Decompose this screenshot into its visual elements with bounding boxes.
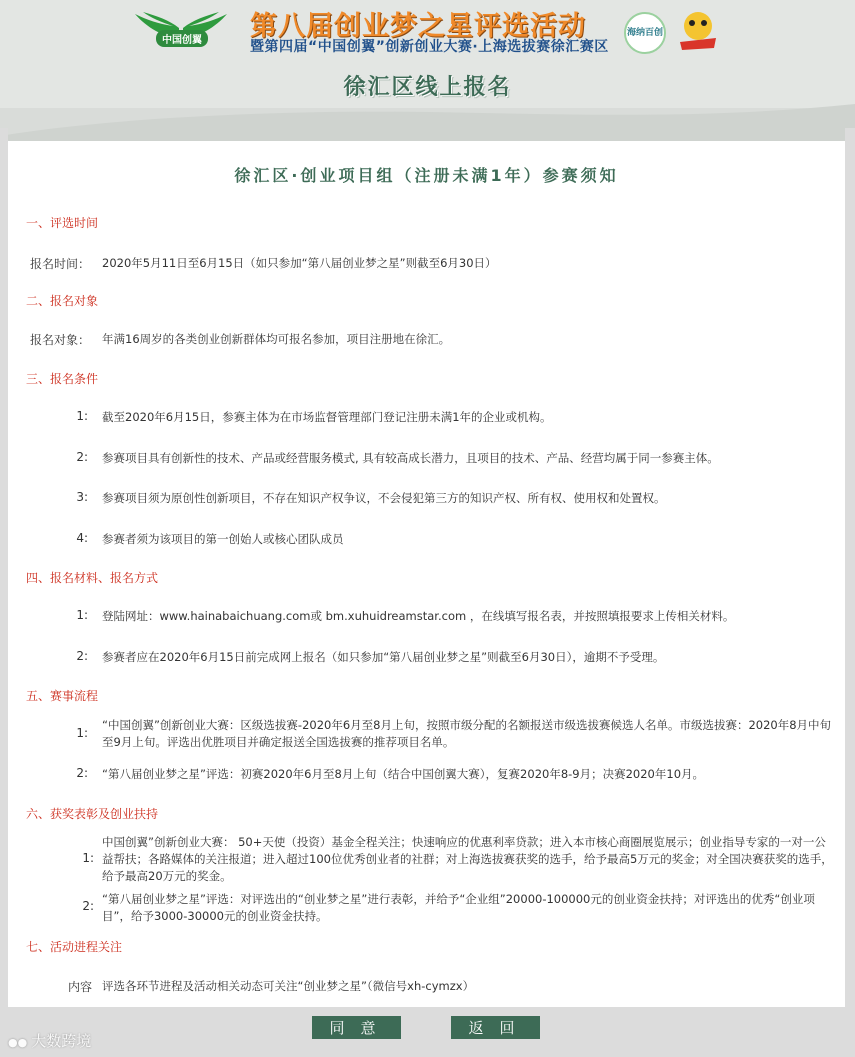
- banner-wave: [0, 96, 855, 142]
- notice-card: [8, 141, 845, 1007]
- item-text: 评选各环节进程及活动相关动态可关注“创业梦之星”（微信号xh-cymzx）: [102, 979, 475, 993]
- watermark: [8, 1030, 91, 1051]
- item-text: 参赛者须为该项目的第一创始人或核心团队成员: [102, 532, 344, 546]
- item-label: 报名时间：: [30, 257, 91, 271]
- item-number: 1:: [82, 851, 94, 865]
- item-text: 2020年5月11日至6月15日（如只参加“第八届创业梦之星”则截至6月30日）: [102, 256, 497, 270]
- item-number: 2:: [76, 649, 88, 663]
- item-text: “第八届创业梦之星”评选：对评选出的“创业梦之星”进行表彰，并给予“企业组”20000-100000元的创业资金扶持；对评选出的优秀“创业项目”，给予3000-30000元的创业资金扶持。: [102, 892, 815, 923]
- mascot-logo-icon: [674, 8, 722, 52]
- item-number: 2:: [76, 450, 88, 464]
- item-text: 截至2020年6月15日，参赛主体为在市场监督管理部门登记注册未满1年的企业或机构。: [102, 410, 552, 424]
- item-label: 报名对象：: [30, 333, 91, 347]
- item-label: 内容: [68, 980, 93, 994]
- item-text: 参赛项目须为原创性创新项目，不存在知识产权争议，不会侵犯第三方的知识产权、所有权、使用权和处置权。: [102, 491, 666, 505]
- button-bar: [0, 1007, 855, 1057]
- item-number: 3:: [76, 490, 88, 504]
- item-number: 2:: [76, 766, 88, 780]
- item-text: 参赛项目具有创新性的技术、产品或经营服务模式, 具有较高成长潜力，且项目的技术、产品、经营均属于同一参赛主体。: [102, 451, 719, 465]
- logo-text: 中国创翼: [156, 30, 208, 47]
- section-heading: 四、报名材料、报名方式: [26, 571, 159, 585]
- section-heading: 二、报名对象: [26, 294, 99, 308]
- item-number: 4:: [76, 531, 88, 545]
- item-text: “第八届创业梦之星”评选：初赛2020年6月至8月上旬（结合中国创翼大赛），复赛2020年8-9月；决赛2020年10月。: [102, 767, 705, 781]
- item-text: 中国创翼”创新创业大赛： 50+天使（投资）基金全程关注；快速响应的优惠利率贷款；进入本市核心商圈展览展示；创业指导专家的一对一公益帮扶；各路媒体的关注报道；进入超过100位优秀创业者的社群；对上海选拔赛获奖的选手，给予最高5万元的奖金；对全国决赛获奖的选手，给予最高20万元的奖金。: [102, 835, 833, 883]
- item-number: 1:: [76, 726, 88, 740]
- agree-button[interactable]: 同意: [312, 1016, 401, 1039]
- item-text: 登陆网址：www.hainabaichuang.com或 bm.xuhuidreamstar.com ，在线填写报名表，并按照填报要求上传相关材料。: [102, 609, 735, 623]
- watermark-logo-icon: ●●: [8, 1036, 28, 1049]
- frame-left: [0, 128, 8, 1057]
- item-text: 年满16周岁的各类创业创新群体均可报名参加，项目注册地在徐汇。: [102, 332, 451, 346]
- item-number: 2:: [82, 899, 94, 913]
- banner: [0, 0, 855, 108]
- item-text: “中国创翼”创新创业大赛：区级选拔赛-2020年6月至8月上旬，按照市级分配的名额报送市级选拔赛候选人名单。市级选拔赛：2020年8月中旬至9月上旬。评选出优胜项目并确定报送全国选拔赛的推荐项目名单。: [102, 718, 832, 749]
- item-number: 1:: [76, 409, 88, 423]
- page-heading: 徐汇区线上报名: [343, 75, 512, 100]
- section-heading: 五、赛事流程: [26, 689, 99, 703]
- section-heading: 三、报名条件: [26, 372, 99, 386]
- item-text: 参赛者应在2020年6月15日前完成网上报名（如只参加“第八届创业梦之星”则截至6月30日），逾期不予受理。: [102, 650, 665, 664]
- haina-logo: 海纳百创: [624, 12, 666, 54]
- item-number: 1:: [76, 608, 88, 622]
- banner-title: 第八届创业梦之星评选活动: [250, 11, 586, 42]
- back-button[interactable]: 返回: [451, 1016, 540, 1039]
- frame-right: [845, 128, 855, 1057]
- card-title: 徐汇区·创业项目组（注册未满1年）参赛须知: [234, 166, 619, 185]
- section-heading: 六、获奖表彰及创业扶持: [26, 807, 159, 821]
- section-heading: 七、活动进程关注: [26, 940, 123, 954]
- section-heading: 一、评选时间: [26, 216, 99, 230]
- watermark-text: 大数跨境: [31, 1032, 92, 1050]
- banner-subtitle: 暨第四届“中国创翼”创新创业大赛·上海选拔赛徐汇赛区: [250, 39, 609, 55]
